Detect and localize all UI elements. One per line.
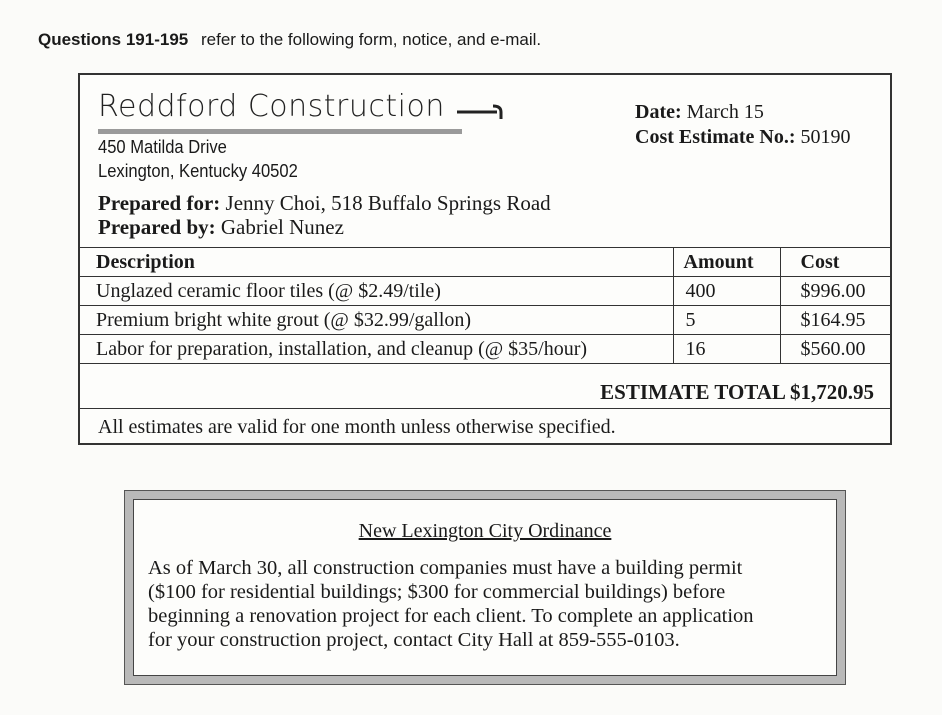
estimate-total: ESTIMATE TOTAL $1,720.95 [80, 375, 890, 409]
ordinance-notice [124, 490, 846, 685]
row-amount: 16 [673, 335, 780, 364]
validity-note: All estimates are valid for one month unless otherwise specified. [98, 416, 616, 438]
notice-inner-box [133, 499, 837, 676]
estimate-date [635, 101, 764, 124]
date-value: March 15 [686, 101, 764, 123]
estimate-table [80, 247, 890, 364]
column-header-cost: Cost [780, 248, 890, 277]
prepared-by-value: Gabriel Nunez [220, 215, 344, 239]
table-row [80, 306, 890, 335]
company-address-line2: Lexington, Kentucky 40502 [98, 161, 298, 181]
logo-underline [98, 129, 462, 134]
notice-line: for your construction project, contact City Hall at 859-555-0103. [148, 629, 680, 651]
notice-line: ($100 for residential buildings; $300 for commercial buildings) before [148, 581, 726, 603]
company-address-line1: 450 Matilda Drive [98, 137, 227, 157]
cost-estimate-form [78, 73, 892, 445]
notice-title: New Lexington City Ordinance [358, 520, 612, 542]
notice-body [148, 556, 833, 652]
estimate-label: Cost Estimate No.: [635, 126, 796, 148]
column-header-description: Description [80, 248, 673, 277]
prepared-for-value: Jenny Choi, 518 Buffalo Springs Road [225, 191, 551, 215]
prepared-by-label: Prepared by: [98, 215, 216, 239]
notice-line: As of March 30, all construction companies must have a building permit [148, 557, 743, 579]
prepared-for-label: Prepared for: [98, 191, 221, 215]
row-description: Unglazed ceramic floor tiles (@ $2.49/tile) [80, 277, 673, 306]
row-amount: 400 [673, 277, 780, 306]
notice-line: beginning a renovation project for each client. To complete an application [148, 605, 754, 627]
row-cost: $996.00 [780, 277, 890, 306]
row-description: Premium bright white grout (@ $32.99/gallon) [80, 306, 673, 335]
questions-header [38, 30, 541, 50]
table-row [80, 335, 890, 364]
row-amount: 5 [673, 306, 780, 335]
date-label: Date: [635, 101, 682, 123]
company-logo [98, 89, 505, 124]
row-cost: $560.00 [780, 335, 890, 364]
questions-instruction: refer to the following form, notice, and e-mail. [200, 30, 542, 49]
hammer-arrow-icon [457, 103, 505, 121]
prepared-by [98, 215, 344, 240]
estimate-number [635, 126, 851, 149]
prepared-for [98, 191, 551, 216]
row-description: Labor for preparation, installation, and cleanup (@ $35/hour) [80, 335, 673, 364]
table-header-row [80, 248, 890, 277]
table-row [80, 277, 890, 306]
estimate-value: 50190 [800, 126, 851, 148]
row-cost: $164.95 [780, 306, 890, 335]
questions-range: Questions 191-195 [38, 30, 189, 49]
column-header-amount: Amount [673, 248, 780, 277]
company-name: Reddford Construction [98, 89, 445, 124]
